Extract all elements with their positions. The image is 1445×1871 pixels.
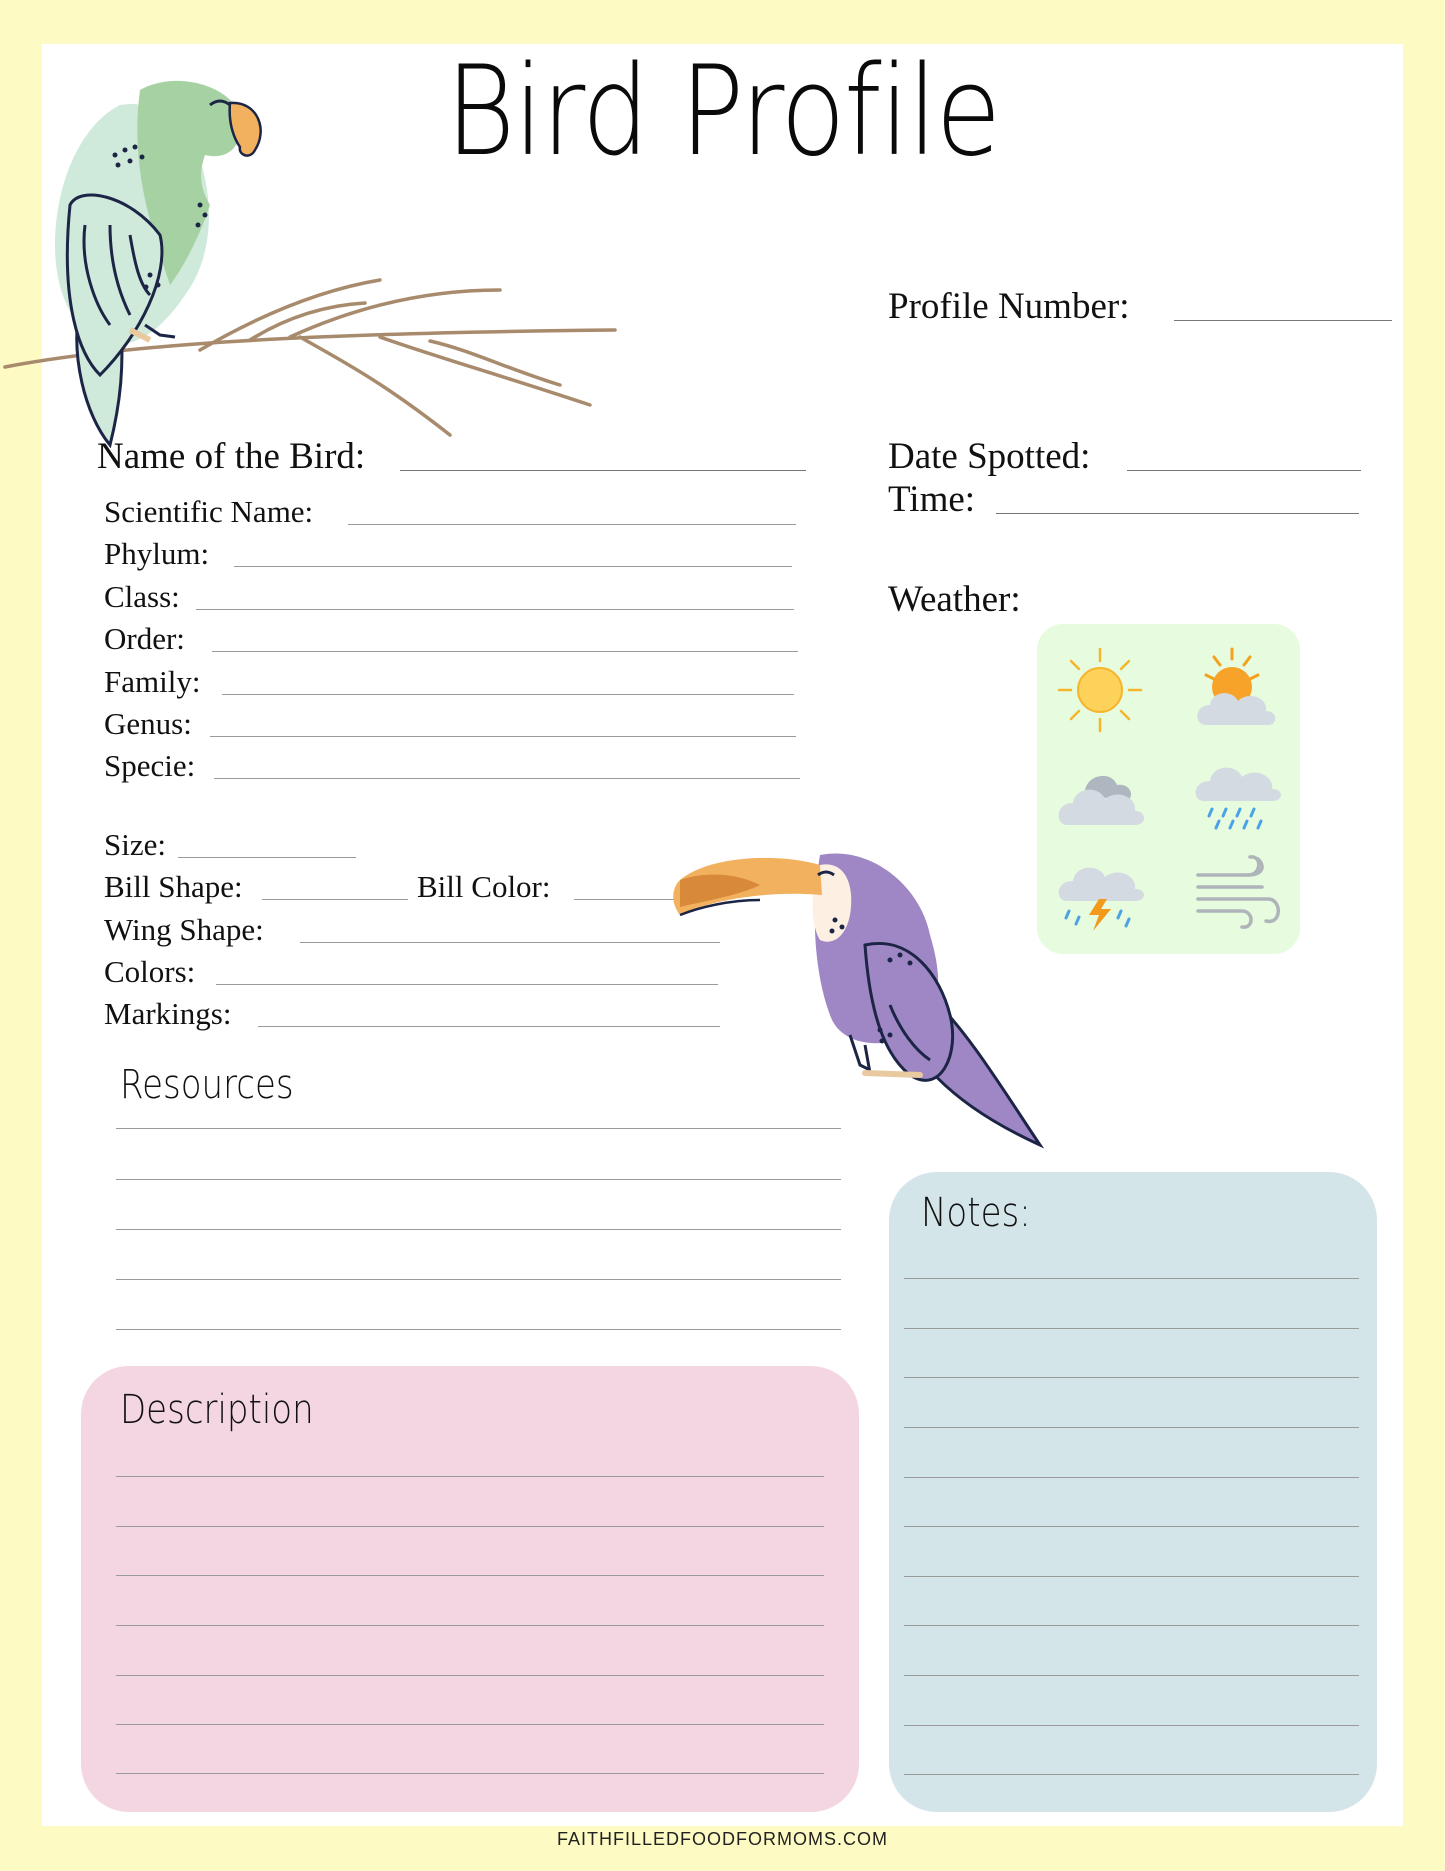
name-of-bird-label: Name of the Bird:	[97, 436, 366, 477]
toucan-illustration	[670, 845, 1050, 1155]
scientific-name-label: Scientific Name:	[104, 494, 314, 529]
resources-heading: Resources	[120, 1062, 294, 1108]
size-label: Size:	[104, 827, 166, 862]
family-label: Family:	[104, 664, 201, 699]
family-field[interactable]	[222, 694, 794, 695]
sun-icon[interactable]	[1055, 645, 1145, 735]
size-field[interactable]	[178, 857, 356, 858]
markings-label: Markings:	[104, 996, 232, 1031]
time-field[interactable]	[996, 513, 1359, 514]
profile-number-field[interactable]	[1174, 320, 1392, 321]
colors-field[interactable]	[216, 984, 718, 985]
date-spotted-label: Date Spotted:	[888, 436, 1091, 477]
resources-line[interactable]	[116, 1329, 841, 1330]
resources-line[interactable]	[116, 1229, 841, 1230]
specie-field[interactable]	[214, 778, 800, 779]
bill-shape-label: Bill Shape:	[104, 869, 243, 904]
description-line[interactable]	[116, 1625, 824, 1626]
partly-cloudy-icon[interactable]	[1192, 645, 1282, 735]
class-field[interactable]	[196, 609, 794, 610]
rain-icon[interactable]	[1192, 745, 1282, 835]
date-spotted-field[interactable]	[1127, 470, 1361, 471]
notes-line[interactable]	[904, 1576, 1359, 1577]
bill-color-label: Bill Color:	[417, 869, 551, 904]
notes-line[interactable]	[904, 1774, 1359, 1775]
footer-website: FAITHFILLEDFOODFORMOMS.COM	[556, 1829, 888, 1849]
time-label: Time:	[888, 479, 976, 520]
notes-line[interactable]	[904, 1427, 1359, 1428]
scientific-name-field[interactable]	[348, 524, 796, 525]
resources-line[interactable]	[116, 1279, 841, 1280]
description-line[interactable]	[116, 1476, 824, 1477]
notes-line[interactable]	[904, 1675, 1359, 1676]
bill-shape-field[interactable]	[262, 899, 408, 900]
resources-line[interactable]	[116, 1128, 841, 1129]
notes-line[interactable]	[904, 1328, 1359, 1329]
notes-line[interactable]	[904, 1725, 1359, 1726]
description-line[interactable]	[116, 1724, 824, 1725]
wind-icon[interactable]	[1192, 845, 1282, 935]
description-heading: Description	[120, 1387, 314, 1433]
description-line[interactable]	[116, 1675, 824, 1676]
profile-number-label: Profile Number:	[888, 286, 1130, 327]
notes-line[interactable]	[904, 1477, 1359, 1478]
notes-line[interactable]	[904, 1278, 1359, 1279]
genus-field[interactable]	[210, 736, 796, 737]
notes-line[interactable]	[904, 1377, 1359, 1378]
genus-label: Genus:	[104, 706, 192, 741]
order-field[interactable]	[212, 651, 798, 652]
wing-shape-field[interactable]	[300, 942, 720, 943]
page-title: Bird Profile	[445, 40, 1000, 184]
notes-line[interactable]	[904, 1625, 1359, 1626]
name-of-bird-field[interactable]	[400, 470, 806, 471]
wing-shape-label: Wing Shape:	[104, 912, 264, 947]
notes-box	[889, 1172, 1377, 1812]
notes-line[interactable]	[904, 1526, 1359, 1527]
notes-heading: Notes:	[921, 1190, 1031, 1236]
phylum-label: Phylum:	[104, 536, 210, 571]
specie-label: Specie:	[104, 748, 196, 783]
resources-line[interactable]	[116, 1179, 841, 1180]
weather-label: Weather:	[888, 579, 1021, 620]
phylum-field[interactable]	[234, 566, 792, 567]
markings-field[interactable]	[258, 1026, 720, 1027]
order-label: Order:	[104, 621, 185, 656]
parrot-illustration	[0, 75, 620, 455]
colors-label: Colors:	[104, 954, 196, 989]
class-label: Class:	[104, 579, 180, 614]
thunderstorm-icon[interactable]	[1055, 845, 1145, 935]
description-line[interactable]	[116, 1575, 824, 1576]
description-line[interactable]	[116, 1773, 824, 1774]
description-line[interactable]	[116, 1526, 824, 1527]
cloud-icon[interactable]	[1055, 745, 1145, 835]
